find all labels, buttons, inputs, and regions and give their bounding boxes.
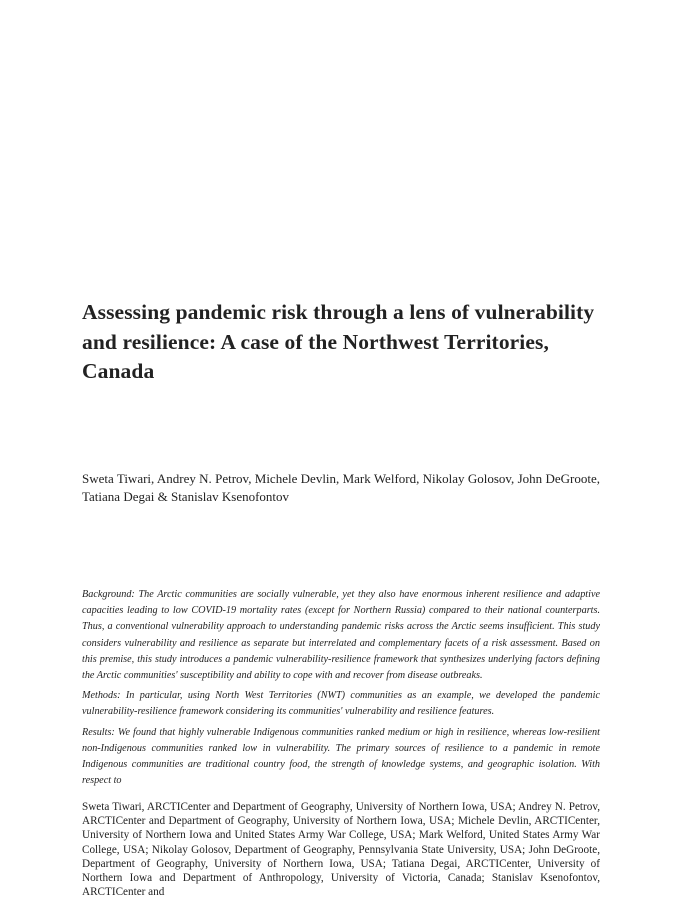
- abstract-background: Background: The Arctic communities are socially vulnerable, yet they also have enormous inherent resilience and adaptive capacities leading to low COVID-19 mortality rates (except for Northern Russia) compared to their national counterparts. Thus, a conventional vulnerability approach to understanding pandemic risks across the Arctic seems insufficient. This study considers vulnerability and resilience as separate but interrelated and complementary facets of a risk assessment. Based on this premise, this study introduces a pandemic vulnerability-resilience framework that synthesizes underlying factors defining the Arctic communities' susceptibility and ability to cope with and recover from disease outbreaks.: [82, 589, 600, 682]
- abstract-results: Results: We found that highly vulnerable Indigenous communities ranked medium or high in resilience, whereas low-resilient non-Indigenous communities ranked low in vulnerability. The primary sources of resilience to a pandemic in remote Indigenous communities are traditional country food, the strength of knowledge systems, and geographic isolation. With respect to: [82, 726, 600, 787]
- author-list: Sweta Tiwari, Andrey N. Petrov, Michele Devlin, Mark Welford, Nikolay Golosov, John DeGroote, Tatiana Degai & Stanislav Ksenofontov: [82, 471, 600, 504]
- abstract-methods: Methods: In particular, using North West Territories (NWT) communities as an example, we developed the pandemic vulnerability-resilience framework considering its communities' vulnerability and resilience features.: [82, 690, 600, 718]
- abstract: [82, 587, 600, 787]
- author-affiliations: Sweta Tiwari, ARCTICenter and Department of Geography, University of Northern Iowa, USA; Andrey N. Petrov, ARCTICenter and Department of Geography, University of Northern Iowa, USA; Michele Devlin, ARCTICenter, University of Northern Iowa and United States Army War College, USA; Mark Welford, United States Army War College, USA; Nikolay Golosov, Department of Geography, Pennsylvania State University, USA; John DeGroote, Department of Geography, University of Northern Iowa, USA; Tatiana Degai, ARCTICenter, University of Northern Iowa and Department of Anthropology, University of Victoria, Canada; Stanislav Ksenofontov, ARCTICenter and: [82, 801, 600, 899]
- paper-title: Assessing pandemic risk through a lens of vulnerability and resilience: A case of the Northwest Territories, Canada: [82, 300, 595, 383]
